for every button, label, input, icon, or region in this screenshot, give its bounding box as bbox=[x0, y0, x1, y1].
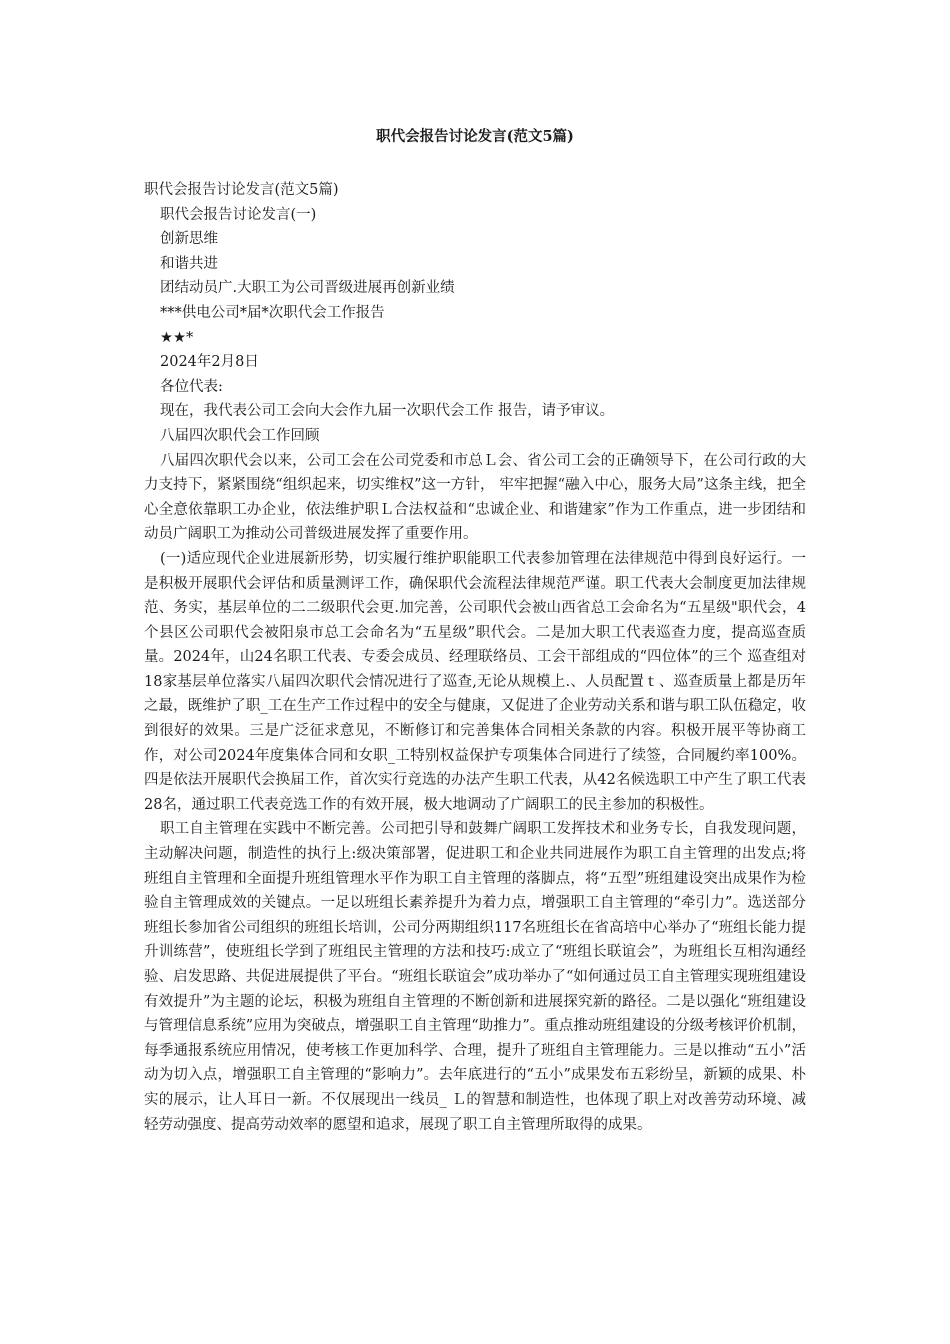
intro-line: 现在，我代表公司工会向大会作九届一次职代会工作 报告，请予审议。 bbox=[160, 403, 615, 420]
salutation: 各位代表: bbox=[160, 378, 223, 395]
body-paragraph: 八届四次职代会以来，公司工会在公司党委和市总Ｌ会、省公司工会的正确领导下，在公司行政的大力支持下，紧紧围绕“组织起来，切实维权”这一方针， 牢牢把握“融入中心，服务大局”这条主线，把全心全意依靠职工办企业，依法维护职Ｌ合法权益和“忠诚企业、和谐建家”作为工作重点，进一步团结和动员广阔职工为推动公司普级进展发挥了重要作用。 bbox=[144, 452, 806, 543]
section-heading: 职代会报告讨论发言(一) bbox=[160, 206, 317, 223]
review-heading: 八届四次职代会工作回顾 bbox=[160, 427, 320, 444]
body-paragraph: 职工自主管理在实践中不断完善。公司把引导和鼓舞广阔职工发挥技术和业务专长，自我发现问题，主动解决问题，制造性的执行上:级决策部署，促进职工和企业共同进展作为职工自主管理的出发点;将班组自主管理和全面提升班组管理水平作为职工自主管理的落脚点，将“五型”班组建设突出成果作为检验自主管理成效的关键点。一足以班组长素养提升为着力点，增强职工自主管理的“牵引力”。选送部分班组长参加省公司组织的班组长培训，公司分两期组织117名班组长在省高培中心举办了“班组长能力提升训练营”，使班组长学到了班组民主管理的方法和技巧:成立了“班组长联谊会”，为班组长互相沟通经验、启发思路、共促进展提供了平台。“班组长联谊会”成功举办了“如何通过员工自主管理实现班组建设有效提升”为主题的论坛，积极为班组自主管理的不断创新和进展探究新的路径。二是以强化“班组建设与管理信息系统”应用为突破点，增强职工自主管理“助推力”。重点推动班组建设的分级考核评价机制，每季通报系统应用情况，使考核工作更加科学、合理，提升了班组自主管理能力。三是以推动“五小”活动为切入点，增强职工自主管理的“影响力”。去年底进行的“五小”成果发布五彩纷呈，新颖的成果、朴实的展示，让人耳日一新。不仅展现出一线员_ Ｌ的智慧和制造性，也体现了职上对改善劳动环境、减轻劳动强度、提高劳动效率的愿望和追求，展现了职工自主管理所取得的成果。 bbox=[144, 821, 806, 1133]
document-title: 职代会报告讨论发言(范文5篇) bbox=[376, 128, 574, 145]
date-line: 2024年2月8日 bbox=[160, 354, 259, 371]
body-paragraph: (一)适应现代企业进展新形势，切实履行维护职能职工代表参加管理在法律规范中得到良好运行。一是积极开展职代会评估和质量测评工作，确保职代会流程法律规范严谨。职工代表大会制度更加法律规范、务实，基层单位的二二级职代会更.加完善，公司职代会被山西省总工会命名为“五星级"职代会，4个县区公司职代会被阳泉市总工会命名为“五星级”职代会。二是加大职工代表巡查力度，提高巡查质量。2024年，山24名职工代表、专委会成员、经理联络员、工会干部组成的“四位体”的三个 巡查组对18家基层单位落实八届四次职代会情况进行了巡查,无论从规模上.、人员配置ｔ、巡查质量上都是历年之最，既维护了职_工在生产工作过程中的安全与健康，又促进了企业劳动关系和谐与职工队伍稳定，收到很好的效果。三是广泛征求意见，不断修订和完善集体合同相关条款的内容。积极开展平等协商工作，对公司2024年度集体合同和女职_工特别权益保护专项集体合同进行了续签，合同履约率100%。四是依法开展职代会换届工作，首次实行竞选的办法产生职工代表，从42名候选职工中产生了职工代表28名，通过职工代表竞选工作的有效开展，极大地调动了广阔职工的民主参加的积极性。 bbox=[144, 550, 806, 813]
author-line: ★★* bbox=[160, 329, 194, 346]
report-subtitle: 团结动员广.大职工为公司晋级进展再创新业绩 bbox=[160, 280, 455, 297]
report-name: ***供电公司*届*次职代会工作报告 bbox=[160, 304, 385, 321]
slogan-line: 和谐共进 bbox=[160, 255, 218, 272]
document-body bbox=[144, 178, 806, 1137]
body-heading: 职代会报告讨论发言(范文5篇) bbox=[144, 182, 339, 198]
slogan-line: 创新思维 bbox=[160, 231, 218, 248]
